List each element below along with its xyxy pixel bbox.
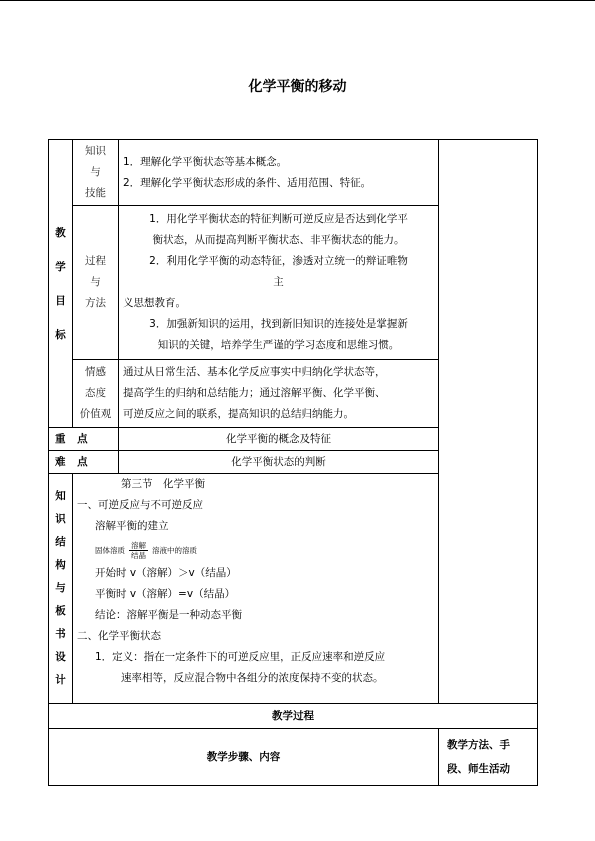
objective-row-knowledge — [49, 140, 538, 206]
emotion-label — [73, 360, 119, 428]
formula-arrow — [129, 541, 148, 560]
process-line: 3．加强新知识的运用，找到新旧知识的连接处是掌握新 — [149, 318, 408, 330]
methods-header-line: 教学方法、手 — [447, 739, 510, 751]
knowledge-label-line: 与 — [90, 166, 101, 178]
emotion-line: 可逆反应之间的联系，提高知识的总结归纳能力。 — [123, 408, 354, 420]
steps-header: 教学步骤、内容 — [49, 729, 439, 786]
process-line: 2．利用化学平衡的动态特征，渗透对立统一的辩证唯物 — [149, 255, 408, 267]
structure-line: 一、可逆反应与不可逆反应 — [77, 499, 203, 511]
difficulty-text: 化学平衡状态的判断 — [119, 451, 439, 474]
process-line: 知识的关键，培养学生严谨的学习态度和思维习惯。 — [157, 339, 400, 351]
process-line: 衡状态，从而提高判断平衡状态、非平衡状态的能力。 — [152, 234, 405, 246]
lesson-plan-table — [48, 139, 538, 786]
structure-header-char: 计 — [55, 674, 66, 686]
structure-line: 第三节 化学平衡 — [121, 478, 205, 490]
structure-header — [49, 474, 73, 704]
structure-header-char: 识 — [55, 513, 66, 525]
formula-bottom: 结晶 — [131, 550, 146, 560]
right-blank-column — [439, 140, 538, 704]
structure-line: 速率相等，反应混合物中各组分的浓度保持不变的状态。 — [121, 672, 384, 684]
objectives-header-char: 教 — [55, 226, 66, 239]
structure-header-char: 构 — [55, 559, 66, 571]
objectives-header-char: 目 — [55, 294, 66, 307]
structure-line: 平衡时 v（溶解）=v（结晶） — [95, 588, 236, 600]
knowledge-label — [73, 140, 119, 206]
emotion-line: 通过从日常生活、基本化学反应事实中归纳化学状态等， — [123, 366, 386, 378]
emotion-line: 提高学生的归纳和总结能力；通过溶解平衡、化学平衡、 — [123, 387, 386, 399]
structure-line: 溶解平衡的建立 — [95, 520, 169, 532]
difficulty-label: 难 点 — [49, 451, 119, 474]
knowledge-label-line: 技能 — [85, 187, 106, 199]
methods-header — [439, 729, 538, 786]
process-header-row — [49, 704, 538, 729]
process-label — [73, 206, 119, 360]
formula-right: 溶液中的溶质 — [152, 545, 197, 555]
knowledge-content — [119, 140, 439, 206]
structure-header-char: 知 — [55, 490, 66, 502]
objectives-header-char: 学 — [55, 260, 66, 273]
emotion-label-line: 态度 — [85, 387, 106, 399]
knowledge-line: 2．理解化学平衡状态形成的条件、适用范围、特征。 — [123, 176, 372, 189]
process-label-line: 过程 — [85, 255, 106, 267]
knowledge-label-line: 知识 — [85, 145, 106, 157]
structure-line: 1．定义：指在一定条件下的可逆反应里，正反应速率和逆反应 — [95, 651, 386, 663]
objectives-header-char: 标 — [55, 328, 66, 341]
structure-line: 二、化学平衡状态 — [77, 630, 161, 642]
structure-header-char: 板 — [55, 605, 66, 617]
page-title: 化学平衡的移动 — [248, 79, 347, 95]
process-line: 主 — [273, 276, 284, 288]
structure-header-char: 书 — [55, 628, 66, 640]
process-label-line: 方法 — [85, 297, 106, 309]
process-header: 教学过程 — [49, 704, 538, 729]
steps-header-row — [49, 729, 538, 786]
objectives-header — [49, 140, 73, 428]
formula — [77, 537, 434, 563]
process-content — [119, 206, 439, 360]
process-line: 1．用化学平衡状态的特征判断可逆反应是否达到化学平 — [149, 213, 408, 225]
structure-header-char: 设 — [55, 651, 66, 663]
key-point-label: 重 点 — [49, 428, 119, 451]
structure-header-char: 结 — [55, 536, 66, 548]
emotion-label-line: 价值观 — [79, 408, 112, 420]
top-rule — [0, 0, 595, 1]
emotion-label-line: 情感 — [85, 366, 106, 378]
formula-top: 溶解 — [131, 540, 146, 550]
emotion-content — [119, 360, 439, 428]
structure-content — [73, 474, 439, 704]
knowledge-line: 1．理解化学平衡状态等基本概念。 — [123, 155, 288, 168]
formula-left: 固体溶质 — [95, 545, 125, 555]
structure-line: 结论：溶解平衡是一种动态平衡 — [95, 609, 242, 621]
structure-line: 开始时 v（溶解）＞v（结晶） — [95, 567, 237, 579]
structure-header-char: 与 — [55, 582, 66, 594]
process-label-line: 与 — [90, 276, 101, 288]
key-point-text: 化学平衡的概念及特征 — [119, 428, 439, 451]
process-line: 义思想教育。 — [123, 297, 186, 309]
methods-header-line: 段、师生活动 — [447, 763, 510, 775]
